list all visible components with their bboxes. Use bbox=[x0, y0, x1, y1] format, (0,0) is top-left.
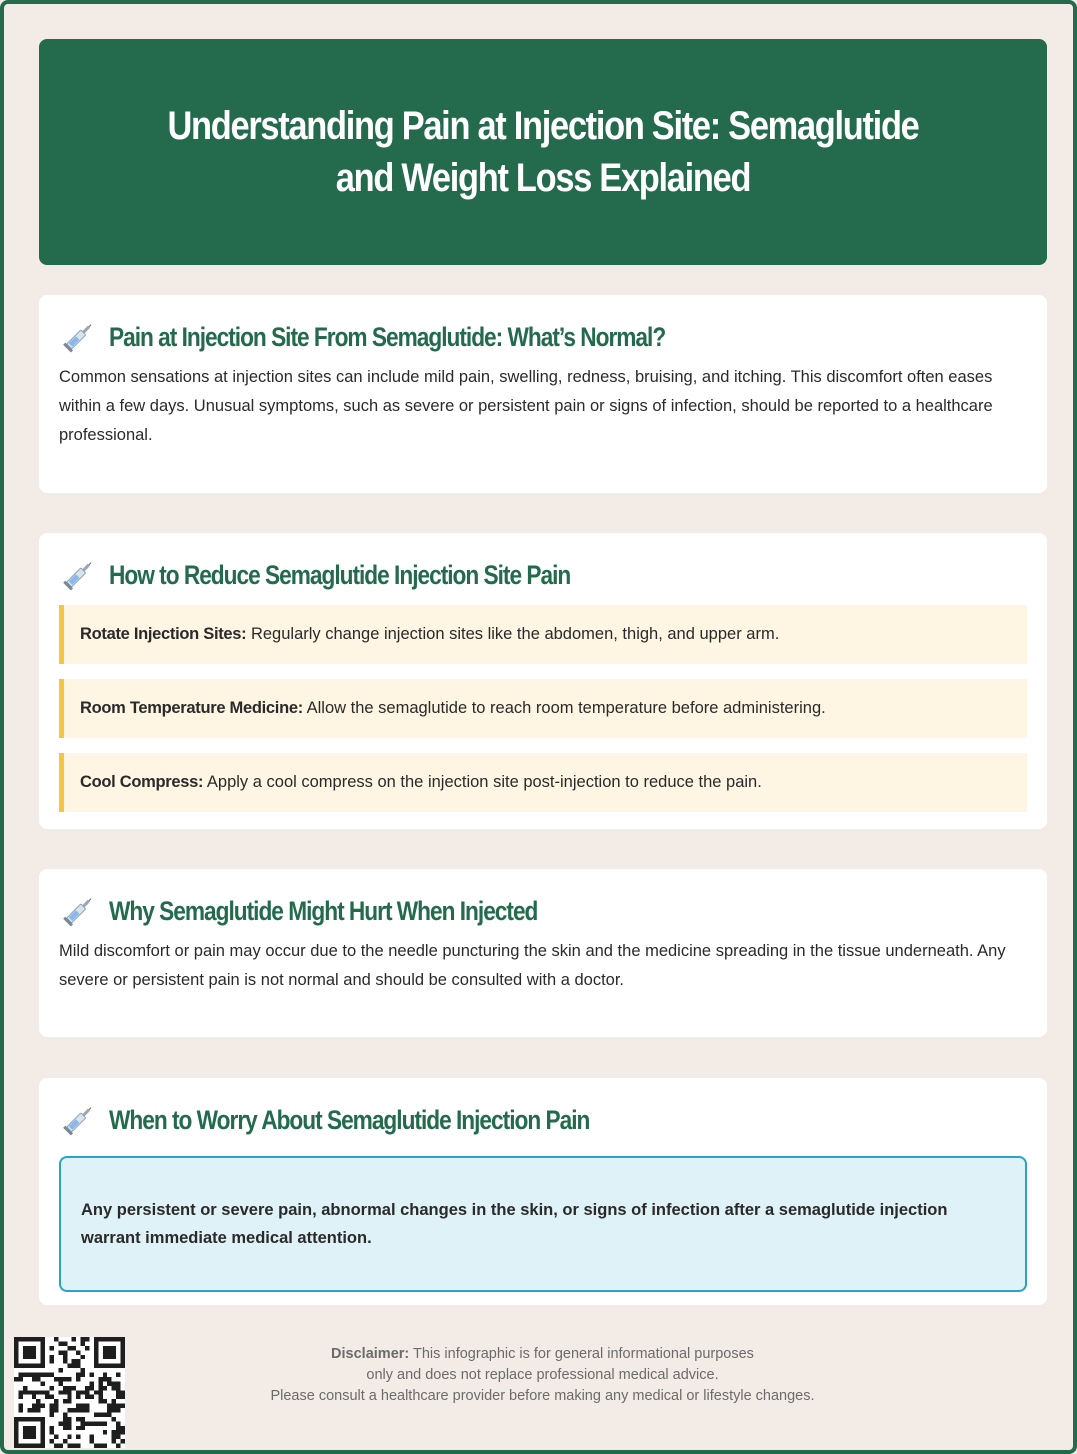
tip-label: Rotate Injection Sites: bbox=[80, 625, 247, 643]
section-card-why-hurt bbox=[39, 869, 1047, 1037]
section-heading: Why Semaglutide Might Hurt When Injected bbox=[109, 895, 538, 926]
warning-callout: Any persistent or severe pain, abnormal changes in the skin, or signs of infection after a semaglutide injection warrant immediate medical attention. bbox=[59, 1156, 1027, 1292]
syringe-icon bbox=[61, 558, 95, 592]
tips-list bbox=[59, 605, 1027, 812]
section-heading: When to Worry About Semaglutide Injection Pain bbox=[109, 1104, 590, 1135]
disclaimer-line-1: This infographic is for general informational purposes bbox=[409, 1346, 754, 1362]
section-body: Common sensations at injection sites can include mild pain, swelling, redness, bruising, and itching. This discomfort often eases within a few days. Unusual symptoms, such as severe or persistent pain or signs of infection, should be reported to a healthcare professional. bbox=[59, 368, 993, 444]
page-title: Understanding Pain at Injection Site: Semaglutide and Weight Loss Explained bbox=[167, 104, 919, 200]
section-header bbox=[59, 317, 1027, 357]
tip-room-temperature bbox=[59, 679, 1027, 738]
tip-label: Room Temperature Medicine: bbox=[80, 699, 303, 717]
section-card-when-worry bbox=[39, 1078, 1047, 1305]
syringe-icon bbox=[61, 894, 95, 928]
section-header bbox=[59, 1100, 1027, 1140]
section-heading: How to Reduce Semaglutide Injection Site Pain bbox=[109, 559, 571, 590]
section-card-normal bbox=[39, 295, 1047, 493]
disclaimer-line-3: Please consult a healthcare provider before making any medical or lifestyle changes. bbox=[270, 1388, 815, 1404]
tip-cool-compress bbox=[59, 753, 1027, 812]
tip-text: Apply a cool compress on the injection site post-injection to reduce the pain. bbox=[203, 773, 762, 791]
section-header bbox=[59, 891, 1027, 931]
tip-text: Allow the semaglutide to reach room temperature before administering. bbox=[302, 699, 826, 717]
section-header bbox=[59, 555, 1027, 595]
syringe-icon bbox=[61, 320, 95, 354]
section-card-reduce-pain bbox=[39, 533, 1047, 829]
section-heading: Pain at Injection Site From Semaglutide: What’s Normal? bbox=[109, 321, 666, 352]
tip-text: Regularly change injection sites like the abdomen, thigh, and upper arm. bbox=[246, 625, 780, 643]
tip-rotate-sites bbox=[59, 605, 1027, 664]
syringe-icon bbox=[61, 1103, 95, 1137]
disclaimer-line-2: only and does not replace professional medical advice. bbox=[366, 1367, 719, 1383]
tip-label: Cool Compress: bbox=[80, 773, 204, 791]
title-banner bbox=[39, 39, 1047, 265]
disclaimer-label: Disclaimer: bbox=[331, 1346, 410, 1362]
section-body: Mild discomfort or pain may occur due to the needle puncturing the skin and the medicine spreading in the tissue underneath. Any severe or persistent pain is not normal and should be consulted with a doctor. bbox=[59, 942, 1006, 989]
disclaimer bbox=[4, 1344, 1077, 1407]
